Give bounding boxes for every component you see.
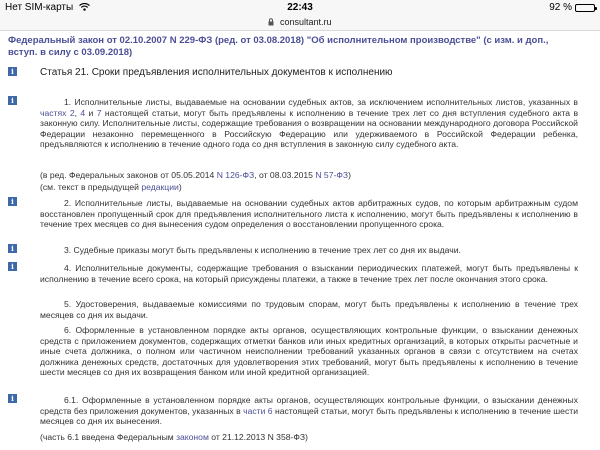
url-text: consultant.ru bbox=[279, 17, 332, 27]
amendment-note-3: (часть 6.1 введена Федеральным законом от 21.12.2013 N 358-ФЗ) bbox=[40, 432, 308, 442]
paragraph-2: 2. Исполнительные листы, выдаваемые на основании судебных актов арбитражных судов, по которым арбитражным судом восстановлен пропущенный срок для предъявления исполнительного листа к исполнению, могут быть предъявлены к исполнению в течение трех месяцев со дня вынесения судом определения о восстановлении пропущенного срока. bbox=[40, 198, 578, 230]
amendment-note-2: (см. текст в предыдущей редакции) bbox=[40, 182, 182, 192]
address-bar[interactable] bbox=[0, 16, 600, 31]
battery-icon bbox=[575, 4, 595, 12]
paragraph-6: 6. Оформленные в установленном порядке акты органов, осуществляющих контрольные функции, о взыскании денежных средств с приложением документов, содержащих отметки банков или иных кредитных организаций, в которых открыты расчетные и иные счета должника, о полном или частичном неисполнении требований указанных органов в связи с отсутствием на счетах должника денежных средств, достаточных для удовлетворения этих требований, могут быть предъявлены к исполнению в течение шести месяцев со дня их возвращения банком или иной кредитной организацией. bbox=[40, 325, 578, 378]
lock-icon bbox=[268, 18, 274, 26]
battery-status bbox=[549, 2, 595, 13]
info-icon[interactable]: i bbox=[8, 96, 17, 105]
link-part-6[interactable]: части 6 bbox=[243, 405, 273, 416]
article-heading: Статья 21. Сроки предъявления исполнительных документов к исполнению bbox=[40, 67, 393, 78]
info-icon[interactable]: i bbox=[8, 262, 17, 271]
paragraph-6-1: 6.1. Оформленные в установленном порядке акты органов, осуществляющих контрольные функции, о взыскании денежных средств без приложения документов, указанных в части 6 настоящей статьи, могут быть предъявлены к исполнению в течение шести месяцев со дня их вынесения. bbox=[40, 395, 578, 427]
document-title[interactable] bbox=[8, 35, 588, 59]
info-icon[interactable]: i bbox=[8, 394, 17, 403]
carrier-label: Нет SIM-карты bbox=[5, 2, 74, 13]
document-title-line2: вступ. в силу с 03.09.2018) bbox=[8, 47, 133, 58]
paragraph-5: 5. Удостоверения, выдаваемые комиссиями по трудовым спорам, могут быть предъявлены к исполнению в течение трех месяцев со дня их выдачи. bbox=[40, 299, 578, 320]
paragraph-3: 3. Судебные приказы могут быть предъявлены к исполнению в течение трех лет со дня их выдачи. bbox=[64, 245, 461, 255]
info-icon[interactable]: i bbox=[8, 244, 17, 253]
clock: 22:43 bbox=[287, 2, 313, 13]
link-previous-edition[interactable]: редакции bbox=[141, 182, 179, 192]
link-part-7[interactable]: 7 bbox=[96, 107, 102, 118]
link-part-4[interactable]: 4 bbox=[80, 107, 86, 118]
link-law-57[interactable]: N 57-ФЗ bbox=[315, 170, 349, 180]
battery-percent: 92 % bbox=[549, 2, 572, 13]
paragraph-1: 1. Исполнительные листы, выдаваемые на основании судебных актов, за исключением исполнительных листов, указанных в частях 2, 4 и 7 настоящей статьи, могут быть предъявлены к исполнению в течение трех лет со дня вступления судебного акта в законную силу. Исполнительные листы, содержащие требования о возвращении на основании международного договора Российской Федерации незаконно перемещенного в Российскую Федерацию или удерживаемого в Российской Федерации ребенка, предъявляются к исполнению в течение одного года со дня вступления в законную силу судебного акта. bbox=[40, 97, 579, 150]
link-law-126[interactable]: N 126-ФЗ bbox=[216, 170, 255, 180]
status-bar bbox=[0, 0, 600, 16]
link-law-358[interactable]: законом bbox=[176, 432, 209, 442]
link-parts-2[interactable]: частях 2 bbox=[40, 107, 75, 118]
document-title-line1: Федеральный закон от 02.10.2007 N 229-ФЗ (ред. от 03.08.2018) "Об исполнительном производстве" (с изм. и доп., bbox=[8, 35, 549, 46]
paragraph-4: 4. Исполнительные документы, содержащие требования о взыскании периодических платежей, могут быть предъявлены к исполнению в течение всего срока, на который присуждены платежи, а также в течение трех лет после окончания этого срока. bbox=[40, 263, 578, 284]
amendment-note-1: (в ред. Федеральных законов от 05.05.2014 N 126-ФЗ, от 08.03.2015 N 57-ФЗ) bbox=[40, 170, 351, 180]
info-icon[interactable]: i bbox=[8, 67, 17, 76]
document-content bbox=[0, 31, 600, 450]
info-icon[interactable]: i bbox=[8, 197, 17, 206]
